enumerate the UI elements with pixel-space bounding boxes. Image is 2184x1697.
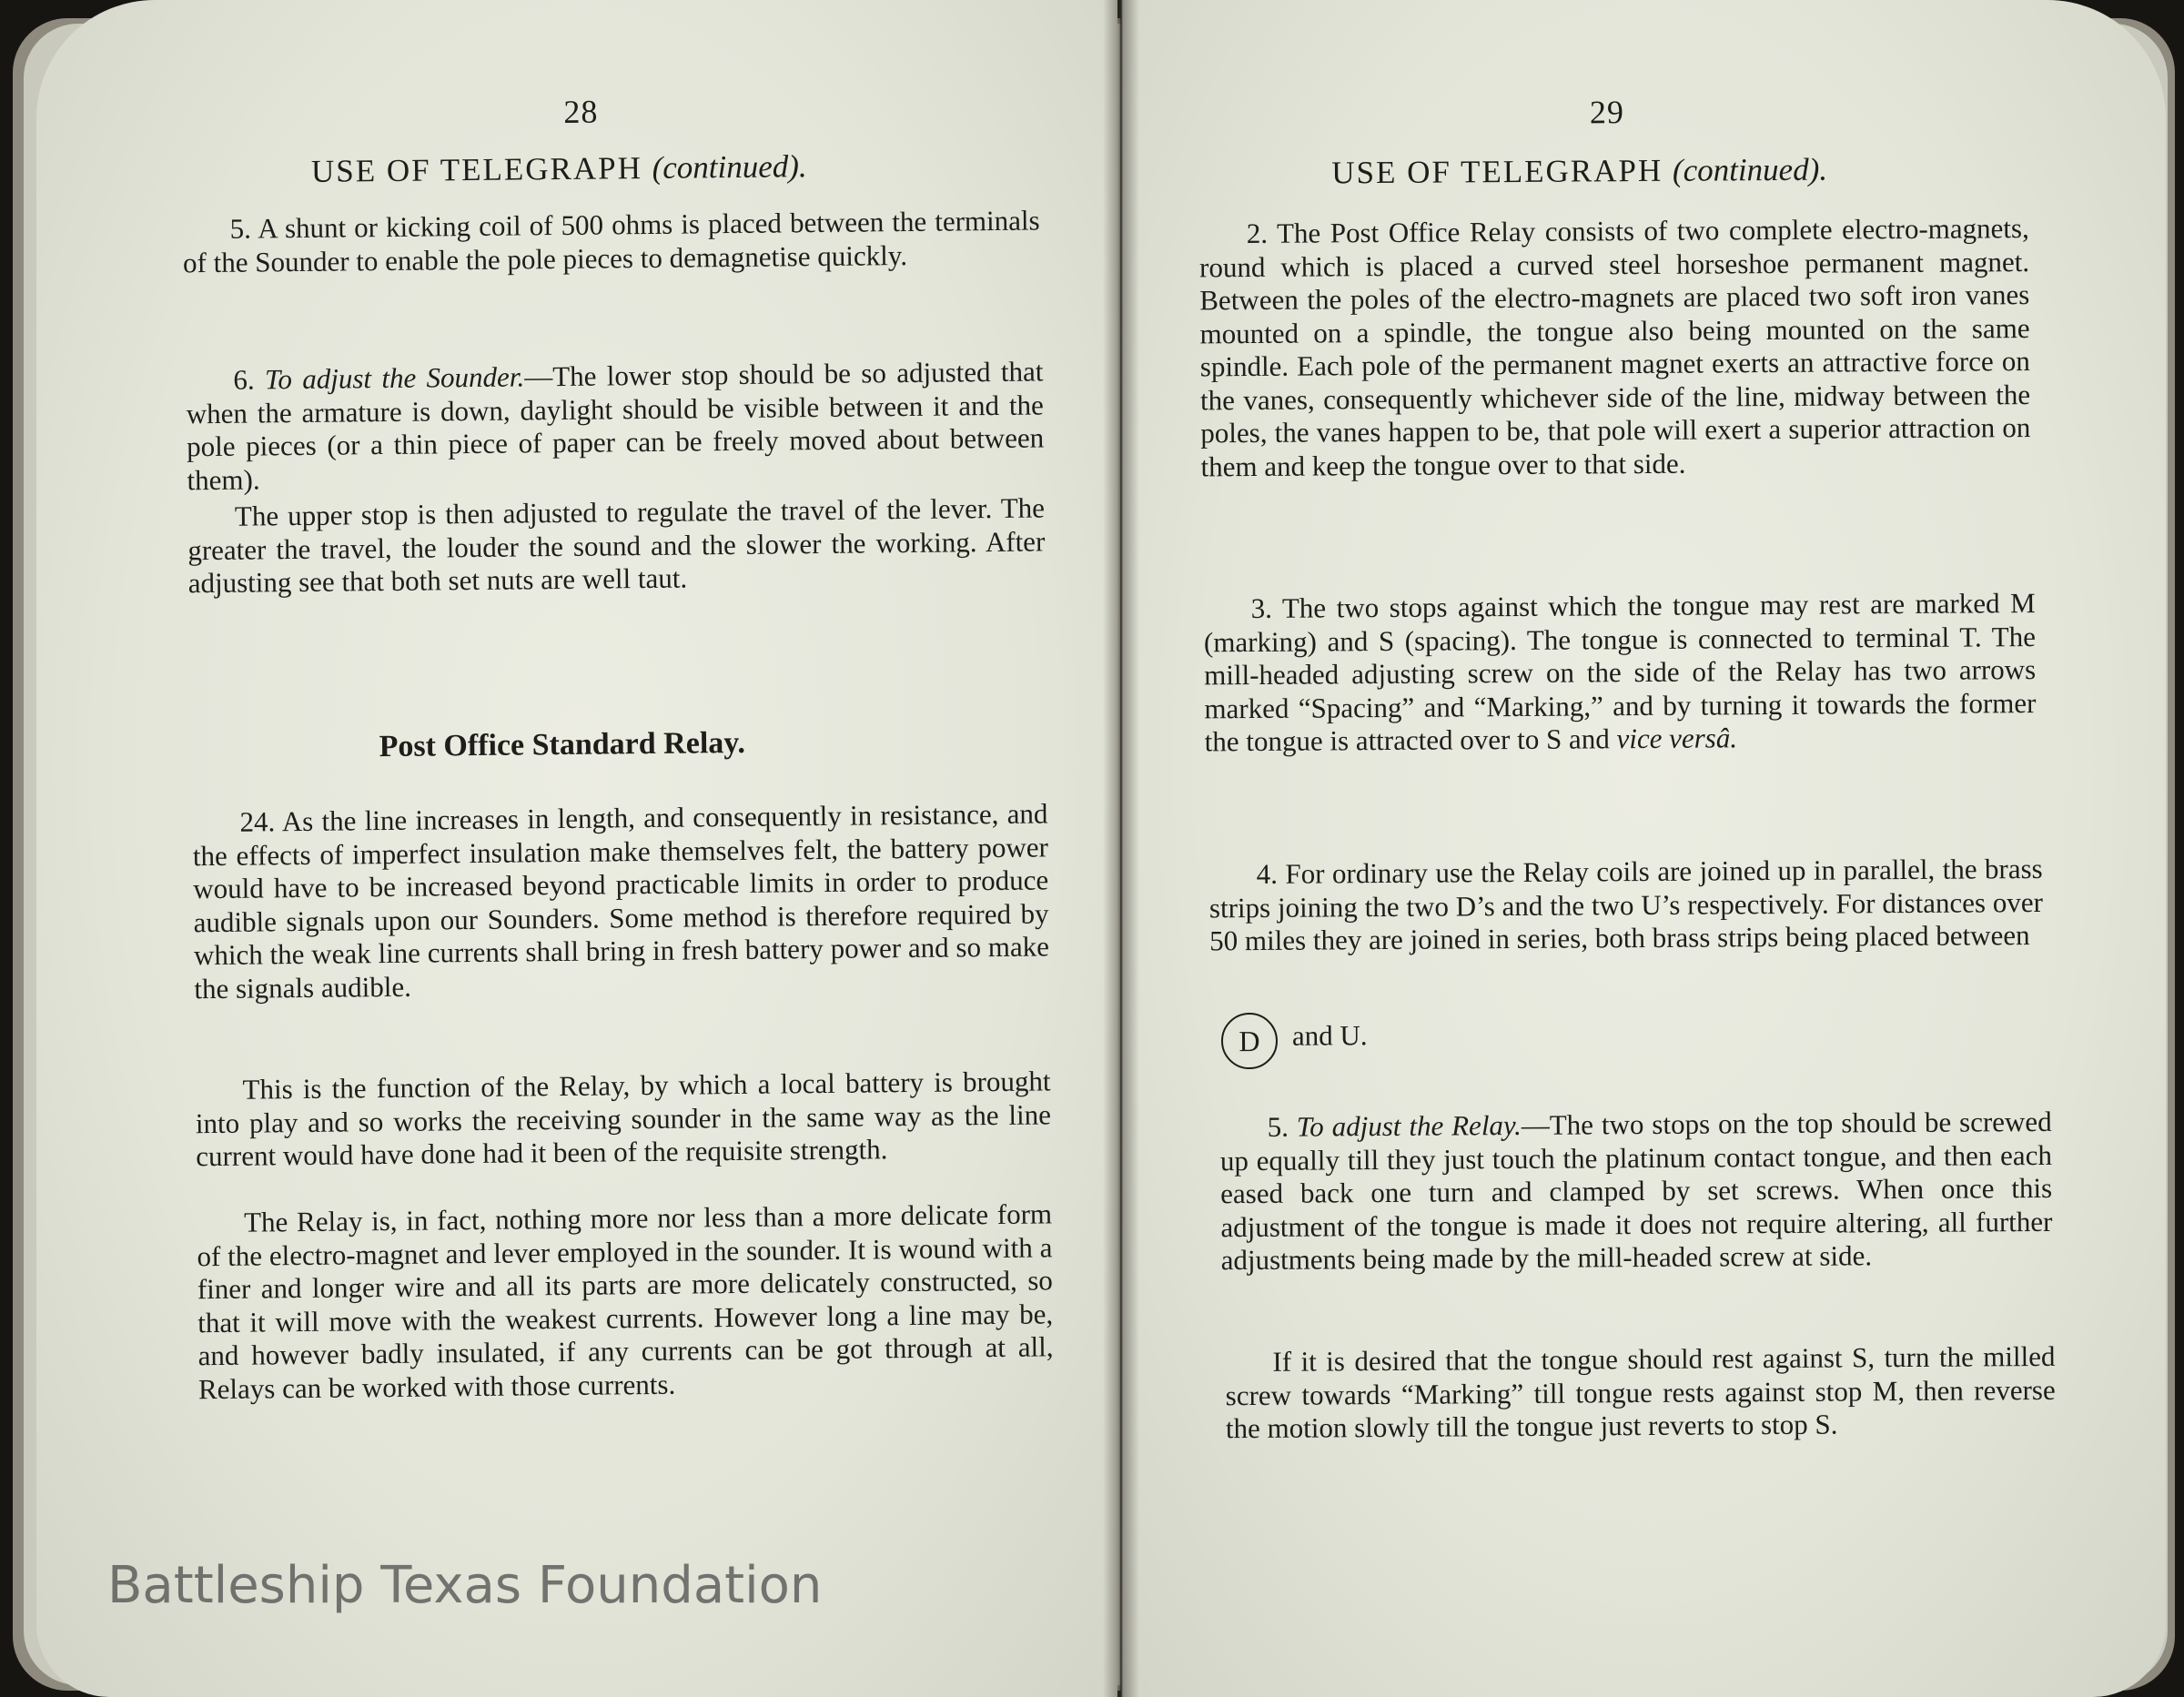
left-para-6-text: —The lower stop should be so adjusted that when the armature is down, daylight should be visible between it and the pole pieces (or a thin piece of paper can be freely moved about between them). xyxy=(186,355,1045,496)
left-para-6-number: 6. xyxy=(233,363,255,396)
circled-letter-d: D xyxy=(1221,1013,1278,1069)
left-paragraph-24b: This is the function of the Relay, by which a local battery is brought into play and so works the receiving sounder in the same way as the line current would have done had it been of the requisite strength. xyxy=(195,1065,1052,1173)
right-para-5-number: 5. xyxy=(1267,1110,1289,1143)
right-paragraph-2: 2. The Post Office Relay consists of two complete electro-magnets, round which is placed a curved steel horseshoe permanent magnet. Between the poles of the electro-magnets are placed two soft iron vanes mounted on a spindle, the tongue also being mounted on the same spindle. Each pole of the permanent magnet exerts an attractive force on the vanes, consequently whichever side of the line, midway between the poles, the vanes happen to be, that pole will exert a superior attraction on them and keep the tongue over to that side. xyxy=(1198,212,2031,482)
left-page-number: 28 xyxy=(563,93,599,130)
right-running-heading xyxy=(1331,152,1827,192)
left-heading-main: USE OF TELEGRAPH xyxy=(310,150,643,189)
book-gutter xyxy=(1103,0,1139,1697)
right-para-4-tail: and U. xyxy=(1291,1019,1368,1052)
left-page xyxy=(36,0,1117,1697)
watermark: Battleship Texas Foundation xyxy=(107,1556,823,1615)
left-paragraph-6b: The upper stop is then adjusted to regulate the travel of the lever. The greater the travel, the louder the sound and the slower the working. After adjusting see that both set nuts are well taut. xyxy=(187,491,1046,600)
left-paragraph-5: 5. A shunt or kicking coil of 500 ohms is placed between the terminals of the Sounder to enable the pole pieces to demagnetise quickly. xyxy=(182,204,1040,278)
right-para-5-text: —The two stops on the top should be screwed up equally till they just touch the platinum contact tongue, and then each eased back one turn and clamped by set screws. When once this adjustment of the tongue is made it does not require altering, all further adjustments being made by the mill-headed screw at side. xyxy=(1219,1105,2053,1277)
right-heading-main: USE OF TELEGRAPH xyxy=(1331,152,1663,191)
right-para-5-title: To adjust the Relay. xyxy=(1296,1108,1522,1143)
right-paragraph-5 xyxy=(1220,1106,2053,1278)
left-paragraph-6 xyxy=(186,355,1044,497)
right-paragraph-3 xyxy=(1204,587,2037,759)
right-page xyxy=(1121,0,2166,1697)
right-page-number: 29 xyxy=(1589,94,1625,131)
right-para-3-text: 3. The two stops against which the tongue may rest are marked M (marking) and S (spacing). The tongue is connected to terminal T. The mill-headed adjusting screw on the side of the Relay has two arrows marked “Spacing” and “Marking,” and by turning it towards the former the tongue is attracted over to S and xyxy=(1203,587,2037,758)
left-paragraph-24: 24. As the line increases in length, and consequently in resistance, and the effects of imperfect insulation make themselves felt, the battery power would have to be increased beyond practicable limits in order to produce audible signals upon our Sounders. Some method is therefore required by which the weak line currents shall bring in fresh battery power and so make the signals audible. xyxy=(192,797,1050,1005)
left-para-6-title: To adjust the Sounder. xyxy=(264,360,525,396)
right-paragraph-4: 4. For ordinary use the Relay coils are joined up in parallel, the brass strips joining the two D’s and the two U’s respectively. For distances over 50 miles they are joined in series, both brass strips being placed between xyxy=(1208,852,2044,957)
right-paragraph-5b: If it is desired that the tongue should rest against S, turn the milled screw towards “Marking” till tongue rests against stop M, then reverse the motion slowly till the tongue just reverts to stop S. xyxy=(1225,1339,2056,1445)
left-section-heading: Post Office Standard Relay. xyxy=(379,725,746,764)
right-para-3-italic: vice versâ. xyxy=(1616,722,1738,755)
left-running-heading xyxy=(311,148,807,190)
right-heading-continued: (continued). xyxy=(1672,151,1828,188)
left-heading-continued: (continued). xyxy=(652,148,807,186)
left-paragraph-24c: The Relay is, in fact, nothing more nor less than a more delicate form of the electro-magnet and lever employed in the sounder. It is wound with a finer and longer wire and all its parts are more delicately constructed, so that it will move with the weakest currents. However long a line may be, and however badly insulated, if any currents can be got through at all, Relays can be worked with those currents. xyxy=(197,1197,1054,1405)
